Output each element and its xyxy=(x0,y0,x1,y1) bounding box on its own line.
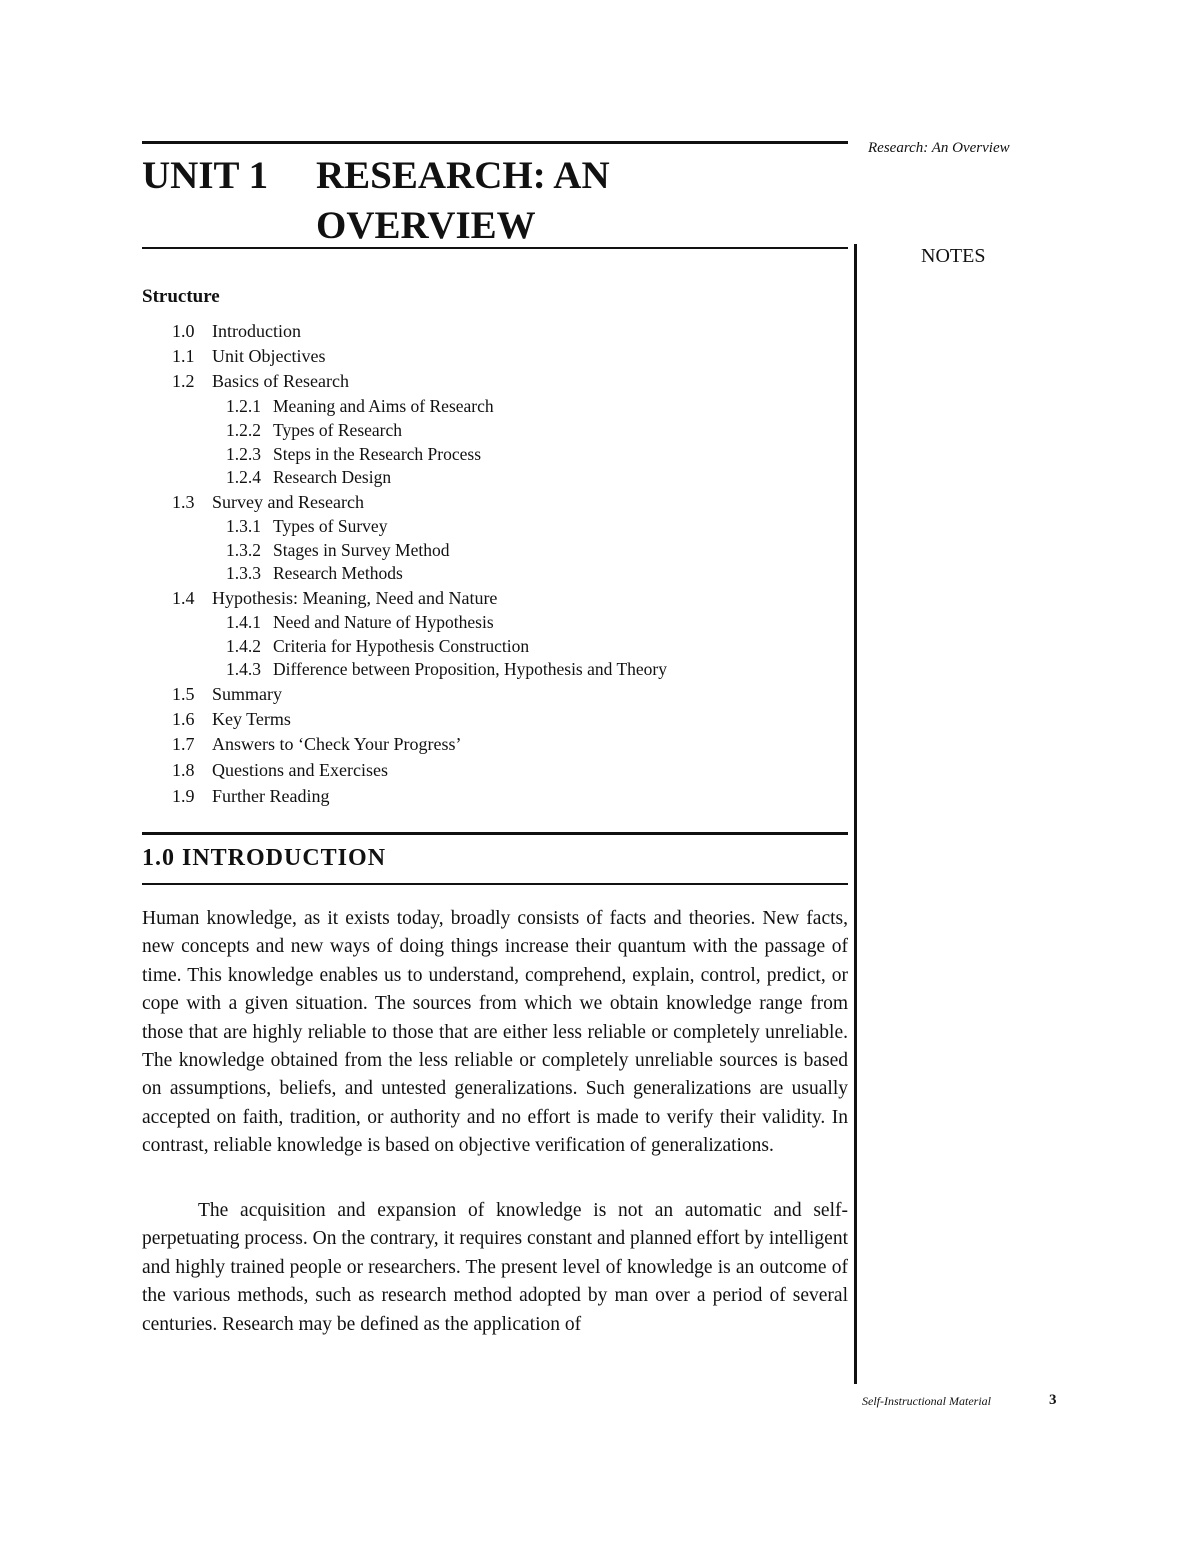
footer-label: Self-Instructional Material xyxy=(862,1394,991,1408)
toc-item: 1.1 Unit Objectives xyxy=(172,346,326,366)
title-top-rule xyxy=(142,141,848,144)
toc-item: 1.0 Introduction xyxy=(172,321,301,341)
toc-item: 1.2 Basics of Research xyxy=(172,371,349,391)
toc-subitem: 1.4.2 Criteria for Hypothesis Construction xyxy=(226,636,530,656)
running-head: Research: An Overview xyxy=(868,140,1010,156)
toc-item: 1.7 Answers to ‘Check Your Progress’ xyxy=(172,734,462,754)
toc-subitem: 1.3.2 Stages in Survey Method xyxy=(226,540,450,560)
section-top-rule xyxy=(142,832,848,835)
toc-item: 1.8 Questions and Exercises xyxy=(172,760,388,780)
toc-item: 1.3 Survey and Research xyxy=(172,492,364,512)
toc-subitem: 1.3.3 Research Methods xyxy=(226,563,403,583)
toc-item: 1.9 Further Reading xyxy=(172,786,330,806)
unit-number: UNIT 1 xyxy=(142,154,269,197)
toc-subitem: 1.4.3 Difference between Proposition, Hypothesis and Theory xyxy=(226,659,667,679)
margin-vertical-rule xyxy=(854,244,857,1384)
toc-subitem: 1.4.1 Need and Nature of Hypothesis xyxy=(226,612,494,632)
unit-title-line-2: OVERVIEW xyxy=(316,204,536,247)
toc-subitem: 1.2.1 Meaning and Aims of Research xyxy=(226,396,494,416)
structure-heading: Structure xyxy=(142,286,220,307)
unit-title-line-1: RESEARCH: AN xyxy=(316,154,610,197)
notes-label: NOTES xyxy=(921,245,986,267)
section-bottom-rule xyxy=(142,883,848,885)
toc-subitem: 1.2.3 Steps in the Research Process xyxy=(226,444,482,464)
toc-item: 1.6 Key Terms xyxy=(172,709,291,729)
paragraph: The acquisition and expansion of knowledge is not an automatic and self-perpetuating process. On the contrary, it requires constant and planned effort by intelligent and highly trained people or researchers. The present level of knowledge is an outcome of the various methods, such as research method adopted by man over a period of several centuries. Research may be defined as the application of xyxy=(142,1200,848,1335)
section-heading-introduction: 1.0 INTRODUCTION xyxy=(142,845,387,871)
toc-subitem: 1.2.2 Types of Research xyxy=(226,420,403,440)
toc-item: 1.5 Summary xyxy=(172,684,282,704)
paragraph: Human knowledge, as it exists today, broadly consists of facts and theories. New facts, new concepts and new ways of doing things increase their quantum with the passage of time. This knowledge enables us to understand, comprehend, explain, control, predict, or cope with a given situation. The sources from which we obtain knowledge range from those that are highly reliable to those that are either less reliable or completely unreliable. The knowledge obtained from the less reliable or completely unreliable sources is based on assumptions, beliefs, and untested generalizations. Such generalizations are usually accepted on faith, tradition, or authority and no effort is made to verify their validity. In contrast, reliable knowledge is based on objective verification of generalizations. xyxy=(142,908,848,1157)
toc-subitem: 1.3.1 Types of Survey xyxy=(226,516,388,536)
toc-subitem: 1.2.4 Research Design xyxy=(226,467,392,487)
page-number: 3 xyxy=(1049,1392,1057,1408)
toc-item: 1.4 Hypothesis: Meaning, Need and Nature xyxy=(172,588,498,608)
